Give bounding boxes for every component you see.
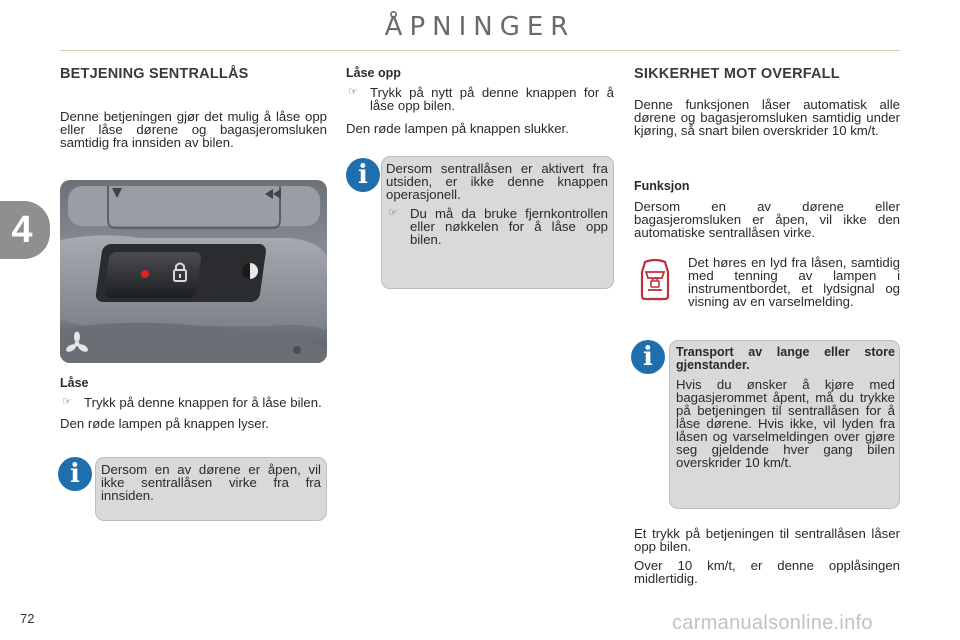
chapter-tab: 4 xyxy=(0,201,50,259)
info-icon: i xyxy=(346,158,380,192)
left-column xyxy=(60,66,327,149)
warning-text: Det høres en lyd fra låsen, samtidig med tenning av lampen i instrumentbordet, et lydsignal og visning av en varselmelding. xyxy=(688,255,900,309)
info-icon: i xyxy=(58,457,92,491)
info-external-lock-text xyxy=(386,162,608,246)
lock-section xyxy=(60,376,327,430)
lock-instruction xyxy=(60,396,327,409)
lock-result: Den røde lampen på knappen lyser. xyxy=(60,416,269,431)
info-long-objects xyxy=(676,346,895,469)
info-long-objects-heading: Transport av lange eller store gjenstander. xyxy=(676,345,895,372)
page-number: 72 xyxy=(20,611,35,626)
section-title-overfall: SIKKERHET MOT OVERFALL xyxy=(634,66,840,82)
unlock-instruction xyxy=(346,86,614,112)
central-lock-button-photo xyxy=(60,180,327,363)
light-icon xyxy=(242,263,258,279)
function-heading: Funksjon xyxy=(634,179,690,193)
function-text: Dersom en av dørene eller bagasjeromsluken er åpen, vil ikke den automatiske sentrallåsen virke. xyxy=(634,199,900,240)
unlock-result: Den røde lampen på knappen slukker. xyxy=(346,121,569,136)
pointing-hand-icon: ☞ xyxy=(62,396,72,408)
pointing-hand-icon: ☞ xyxy=(348,86,358,98)
info-external-lock-bullet xyxy=(386,207,608,246)
right-column xyxy=(634,66,900,239)
info-external-lock-bullet-text: Du må da bruke fjernkontrollen eller nøkkelen for å låse opp bilen. xyxy=(410,206,608,247)
header-divider xyxy=(60,50,900,51)
unlock-note-1: Et trykk på betjeningen til sentrallåsen låser opp bilen. xyxy=(634,526,900,554)
unlock-heading: Låse opp xyxy=(346,66,401,80)
car-lock-warning-icon xyxy=(639,258,671,302)
unlock-note-2: Over 10 km/t, er denne opplåsingen midlertidig. xyxy=(634,558,900,586)
section-title-sentrallas: BETJENING SENTRALLÅS xyxy=(60,66,249,82)
watermark: carmanualsonline.info xyxy=(672,612,873,634)
info-door-open-text: Dersom en av dørene er åpen, vil ikke sentrallåsen virke fra fra innsiden. xyxy=(101,462,321,503)
unlock-instruction-text: Trykk på nytt på denne knappen for å låse opp bilen. xyxy=(370,85,614,113)
unlock-notes xyxy=(634,527,900,585)
info-icon: i xyxy=(631,340,665,374)
unlock-section xyxy=(346,66,614,135)
lock-instruction-text: Trykk på denne knappen for å låse bilen. xyxy=(84,395,322,410)
info-external-lock-paragraph: Dersom sentrallåsen er aktivert fra utsiden, er ikke denne knappen operasjonell. xyxy=(386,161,608,202)
lock-heading: Låse xyxy=(60,376,89,390)
pointing-hand-icon: ☞ xyxy=(388,207,398,219)
dashboard-illustration xyxy=(60,180,327,363)
red-lamp xyxy=(141,270,149,278)
left-intro: Denne betjeningen gjør det mulig å låse opp eller låse dørene og bagasjeromsluken samtidig fra innsiden av bilen. xyxy=(60,109,327,150)
info-long-objects-text: Hvis du ønsker å kjøre med bagasjerommet åpent, må du trykke på betjeningen til sentrallåsen for å låse dørene. Hvis ikke, vil lyden fra låsen og varselmeldingen over gjøre seg gjeldende hver gang bilen overskrider 10 km/t. xyxy=(676,377,895,470)
right-intro: Denne funksjonen låser automatisk alle dørene og bagasjeromsluken samtidig under kjøring, så snart bilen overskrider 10 km/t. xyxy=(634,97,900,138)
page-title: ÅPNINGER xyxy=(384,12,576,42)
lock-button xyxy=(103,252,201,298)
